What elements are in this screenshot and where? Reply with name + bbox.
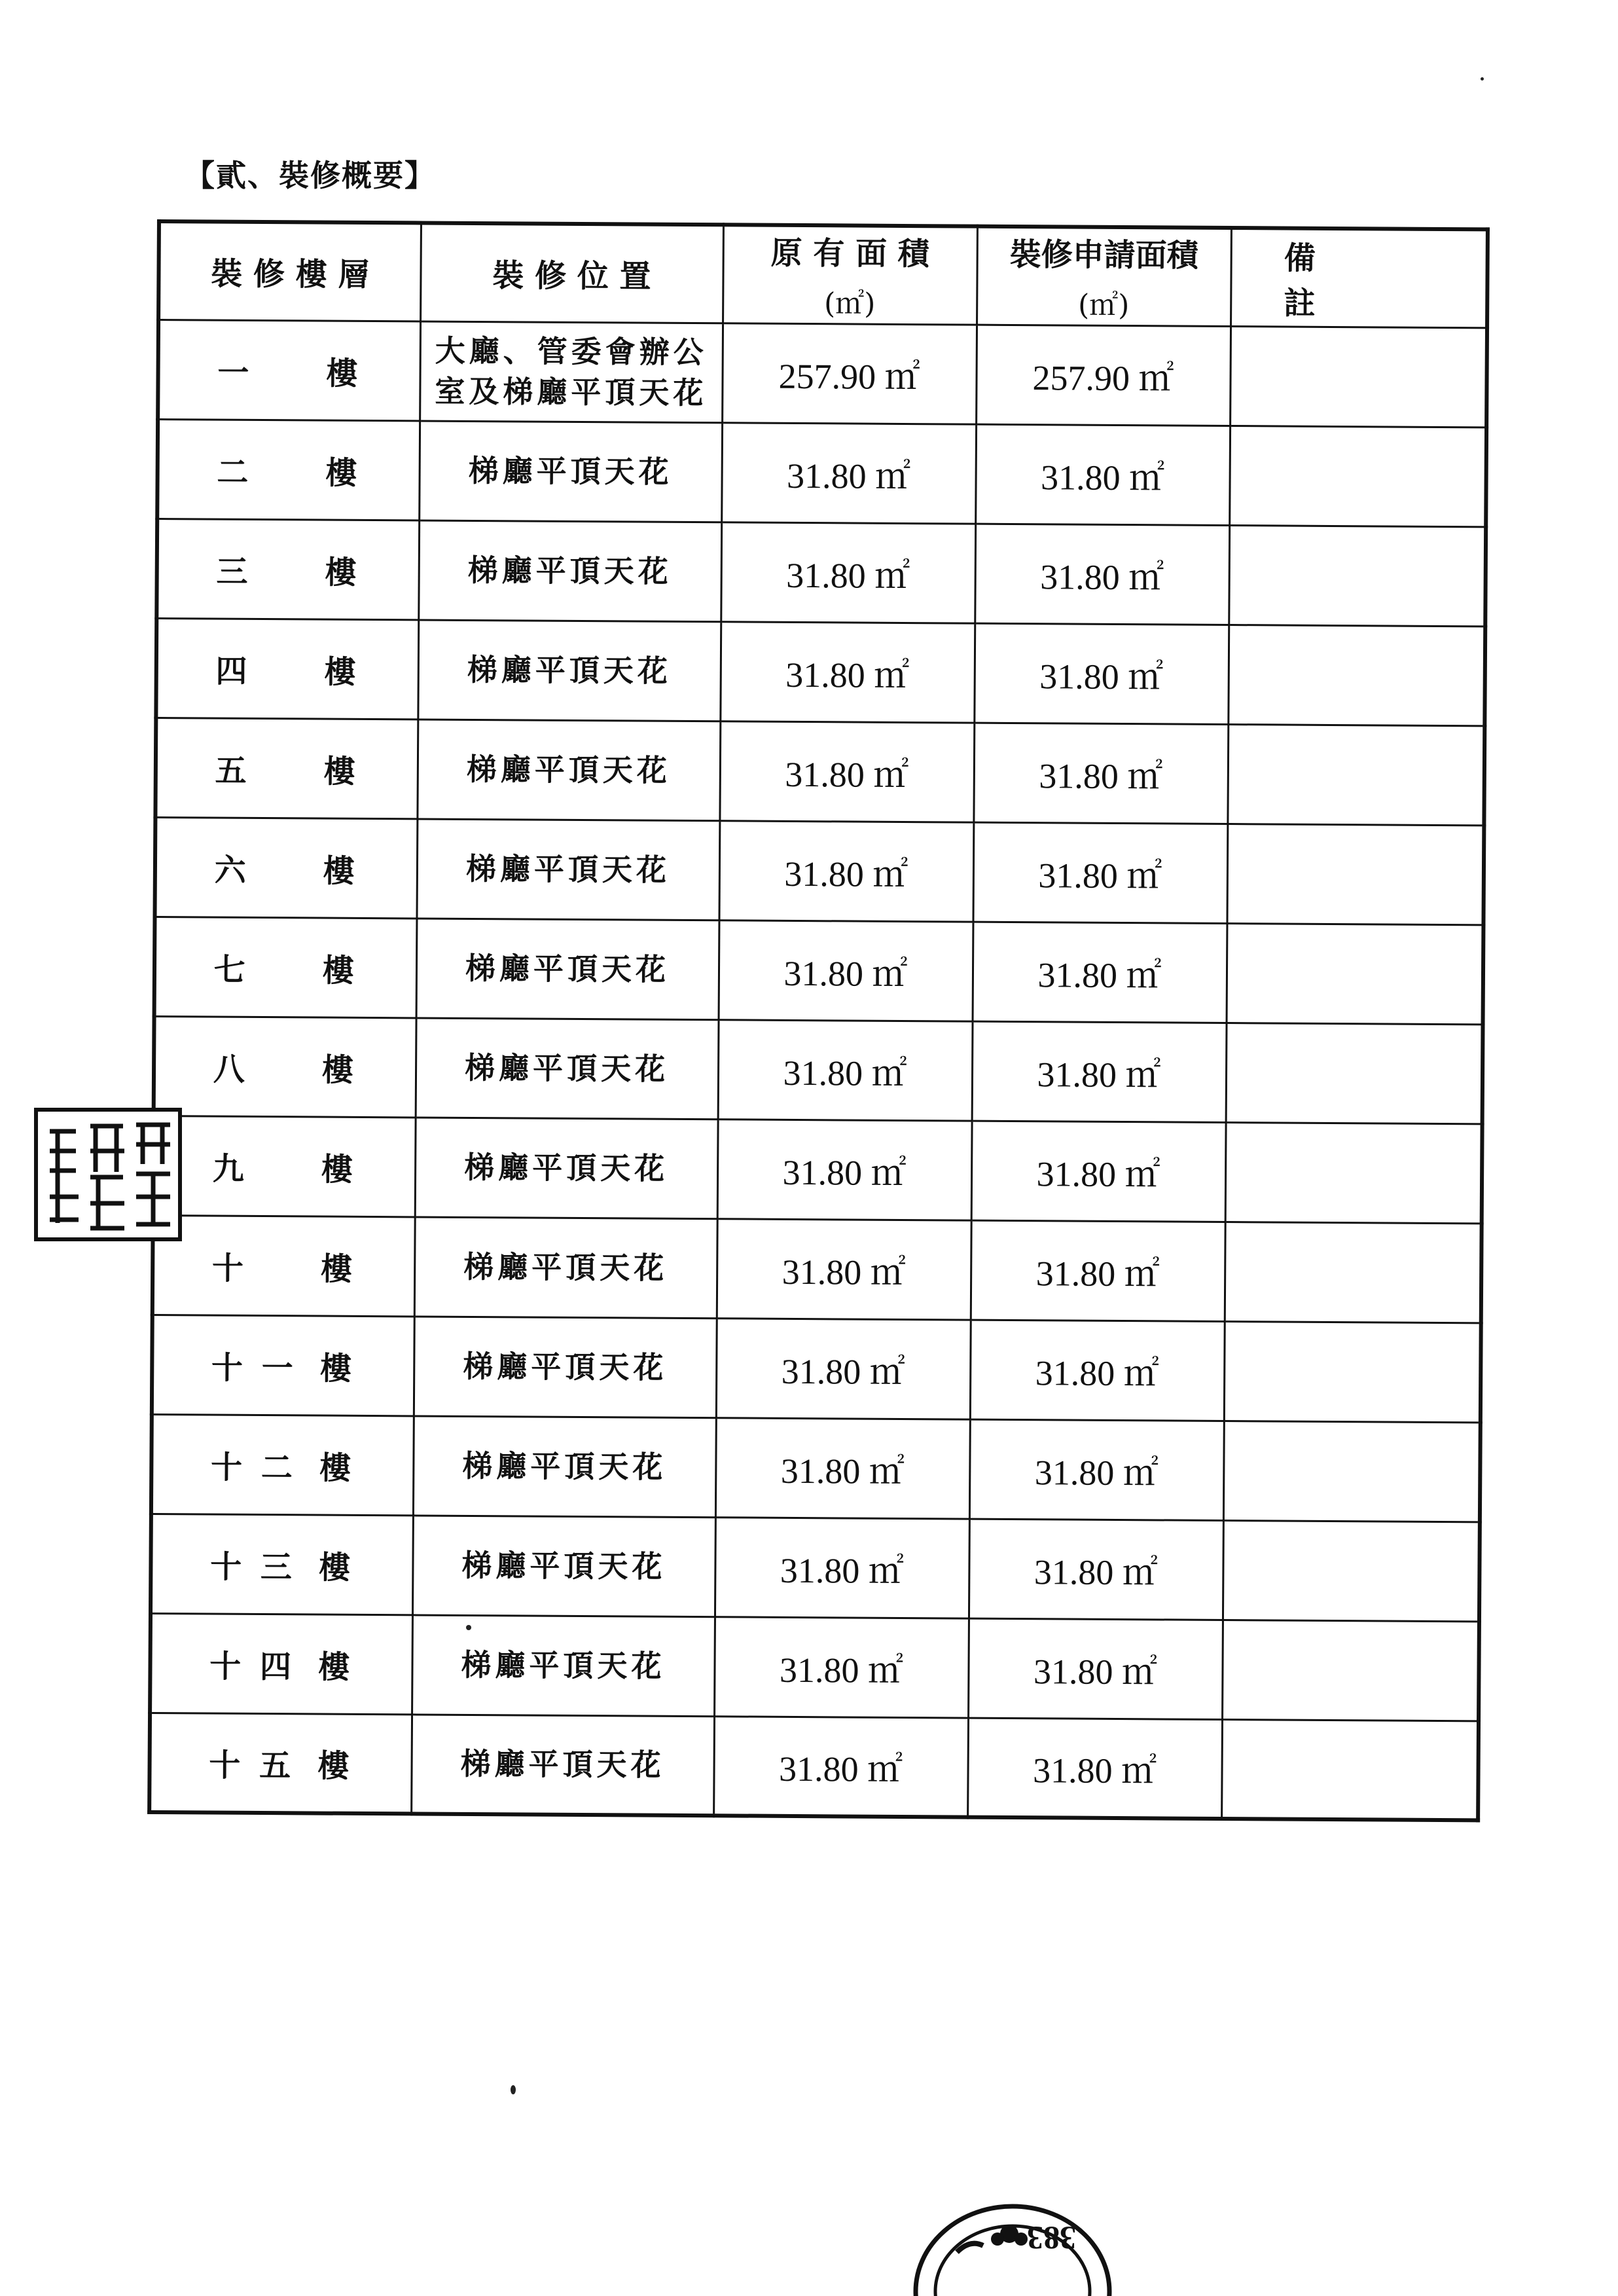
header-applied-area-unit: (㎡) (1077, 288, 1130, 323)
header-original-area-label: 原 有 面 積 (770, 234, 929, 273)
applied-area-cell: 31.80 ㎡ (971, 1220, 1225, 1321)
floor-number: 五 (215, 752, 251, 790)
remark-cell (1226, 1023, 1483, 1123)
scan-speck (466, 1625, 471, 1630)
applied-area-cell: 31.80 ㎡ (969, 1419, 1224, 1520)
header-location-label: 裝 修 位 置 (492, 257, 651, 295)
floor-suffix: 樓 (319, 1350, 356, 1387)
applied-area-cell: 31.80 ㎡ (973, 822, 1227, 923)
table-row (151, 1514, 1480, 1621)
original-area-cell: 31.80 ㎡ (721, 522, 975, 623)
floor-cell (156, 519, 419, 619)
remark-cell (1227, 824, 1484, 924)
floor-number: 十 (211, 1250, 248, 1287)
header-location (420, 223, 723, 323)
table-row (158, 319, 1487, 427)
original-area-cell: 31.80 ㎡ (717, 1218, 971, 1319)
original-area-cell: 31.80 ㎡ (719, 820, 973, 921)
header-remarks (1231, 228, 1488, 327)
floor-suffix: 樓 (321, 1051, 357, 1089)
renovation-summary-table (147, 219, 1490, 1822)
floor-suffix: 樓 (317, 1747, 353, 1785)
remark-cell (1223, 1421, 1481, 1522)
remark-cell (1227, 923, 1484, 1024)
original-area-cell: 31.80 ㎡ (719, 721, 974, 822)
circular-seal-graphic (911, 2193, 1114, 2296)
floor-number: 三 (216, 553, 252, 591)
original-area-cell: 31.80 ㎡ (715, 1517, 969, 1618)
floor-number: 一 (217, 354, 253, 392)
remark-cell (1224, 1321, 1481, 1422)
floor-number: 二 (217, 454, 253, 491)
location-cell: 梯廳平頂天花 (418, 619, 721, 721)
architect-seal-stamp (34, 1108, 182, 1241)
location-cell: 梯廳平頂天花 (412, 1515, 715, 1616)
floor-cell (154, 1016, 416, 1117)
remark-cell (1227, 724, 1484, 825)
header-original-area-unit: (㎡) (823, 287, 876, 321)
applied-area-cell: 257.90 ㎡ (976, 325, 1231, 426)
floor-suffix: 樓 (323, 852, 359, 890)
table-row (154, 1016, 1483, 1123)
table-row (153, 1215, 1482, 1322)
original-area-cell: 31.80 ㎡ (721, 422, 976, 523)
floor-cell (149, 1713, 412, 1813)
table-row (153, 1116, 1483, 1223)
floor-number: 八 (213, 1051, 249, 1088)
remark-cell (1229, 426, 1486, 526)
table-row (151, 1414, 1481, 1522)
remark-cell (1223, 1520, 1480, 1621)
applied-area-cell: 31.80 ㎡ (972, 1021, 1227, 1122)
floor-cell (152, 1315, 414, 1415)
architect-seal-graphic (38, 1112, 178, 1237)
table-row (149, 1713, 1479, 1820)
floor-cell (154, 917, 417, 1017)
official-circular-seal (911, 2193, 1114, 2296)
original-area-cell: 31.80 ㎡ (716, 1318, 971, 1419)
applied-area-cell: 31.80 ㎡ (967, 1718, 1222, 1819)
floor-suffix: 樓 (323, 753, 359, 790)
remark-cell (1228, 625, 1485, 725)
floor-number: 十 二 (210, 1449, 297, 1486)
scan-speck (1481, 77, 1484, 81)
floor-number: 四 (215, 653, 251, 690)
location-cell: 梯廳平頂天花 (415, 1117, 718, 1218)
original-area-cell: 31.80 ㎡ (714, 1616, 969, 1717)
location-cell: 梯廳平頂天花 (417, 719, 720, 820)
floor-number: 十 四 (209, 1648, 296, 1685)
table-row (156, 618, 1485, 725)
original-area-cell: 31.80 ㎡ (720, 621, 975, 722)
location-cell: 梯廳平頂天花 (413, 1415, 716, 1517)
remark-cell (1229, 525, 1486, 626)
location-cell: 梯廳平頂天花 (412, 1614, 715, 1716)
floor-cell (153, 1116, 416, 1216)
location-cell: 大廳、管委會辦公室及梯廳平頂天花 (420, 321, 723, 422)
applied-area-cell: 31.80 ㎡ (974, 623, 1229, 724)
floor-suffix: 樓 (318, 1549, 355, 1586)
floor-cell (151, 1514, 413, 1614)
header-row (158, 221, 1488, 327)
floor-number: 十 五 (209, 1747, 295, 1785)
remark-cell (1221, 1719, 1479, 1820)
floor-suffix: 樓 (322, 952, 358, 989)
floor-suffix: 樓 (325, 454, 361, 492)
floor-cell (153, 1215, 415, 1316)
table-row (150, 1613, 1479, 1721)
applied-area-cell: 31.80 ㎡ (973, 922, 1227, 1023)
floor-suffix: 樓 (320, 1250, 357, 1288)
table-header (158, 221, 1488, 327)
floor-suffix: 樓 (319, 1449, 355, 1487)
table-row (154, 817, 1484, 924)
header-floor (158, 221, 421, 321)
seal-number: 383 (1027, 2220, 1076, 2257)
location-cell: 梯廳平頂天花 (419, 420, 722, 522)
location-cell: 梯廳平頂天花 (416, 818, 719, 920)
floor-cell (155, 718, 418, 818)
floor-number: 九 (212, 1150, 249, 1188)
table-row (156, 519, 1486, 626)
renovation-summary-table-wrapper (147, 219, 1486, 1822)
header-applied-area-label: 裝修申請面積 (1009, 236, 1198, 274)
floor-number: 六 (214, 852, 250, 889)
floor-suffix: 樓 (321, 1151, 357, 1188)
location-cell: 梯廳平頂天花 (418, 520, 721, 621)
remark-cell (1225, 1222, 1482, 1322)
floor-suffix: 樓 (325, 554, 361, 591)
original-area-cell: 31.80 ㎡ (713, 1716, 968, 1817)
floor-cell (151, 1414, 414, 1515)
remark-cell (1230, 326, 1487, 427)
table-row (157, 419, 1486, 526)
applied-area-cell: 31.80 ㎡ (975, 424, 1230, 525)
floor-cell (157, 419, 420, 520)
location-cell: 梯廳平頂天花 (414, 1316, 717, 1417)
original-area-cell: 31.80 ㎡ (718, 1019, 973, 1120)
floor-cell (150, 1613, 412, 1714)
applied-area-cell: 31.80 ㎡ (970, 1320, 1225, 1421)
applied-area-cell: 31.80 ㎡ (971, 1121, 1226, 1222)
floor-suffix: 樓 (318, 1649, 354, 1686)
table-body (149, 319, 1487, 1820)
location-cell: 梯廳平頂天花 (414, 1216, 717, 1318)
original-area-cell: 31.80 ㎡ (715, 1417, 970, 1518)
header-floor-label: 裝 修 樓 層 (210, 255, 370, 294)
header-original-area (723, 225, 977, 324)
floor-cell (158, 319, 420, 420)
floor-number: 七 (213, 951, 249, 989)
remark-cell (1222, 1620, 1479, 1721)
applied-area-cell: 31.80 ㎡ (975, 524, 1229, 625)
location-cell: 梯廳平頂天花 (411, 1714, 714, 1815)
original-area-cell: 257.90 ㎡ (722, 323, 977, 424)
floor-number: 十 一 (211, 1349, 297, 1387)
floor-cell (156, 618, 418, 719)
section-heading: 【貳、裝修概要】 (185, 158, 436, 193)
header-applied-area (977, 227, 1231, 326)
location-cell: 梯廳平頂天花 (416, 1017, 719, 1119)
applied-area-cell: 31.80 ㎡ (969, 1519, 1223, 1620)
applied-area-cell: 31.80 ㎡ (973, 723, 1228, 824)
original-area-cell: 31.80 ㎡ (719, 920, 973, 1021)
floor-suffix: 樓 (326, 355, 362, 392)
applied-area-cell: 31.80 ㎡ (968, 1618, 1223, 1719)
scan-speck (511, 2085, 516, 2094)
location-cell: 梯廳平頂天花 (416, 918, 719, 1019)
remark-cell (1225, 1122, 1483, 1223)
floor-cell (154, 817, 417, 918)
table-row (155, 718, 1484, 825)
table-row (152, 1315, 1481, 1422)
table-row (154, 917, 1484, 1024)
floor-number: 十 三 (210, 1548, 297, 1586)
original-area-cell: 31.80 ㎡ (717, 1119, 972, 1220)
floor-suffix: 樓 (324, 653, 360, 691)
header-remarks-label: 備註 (1284, 240, 1434, 323)
